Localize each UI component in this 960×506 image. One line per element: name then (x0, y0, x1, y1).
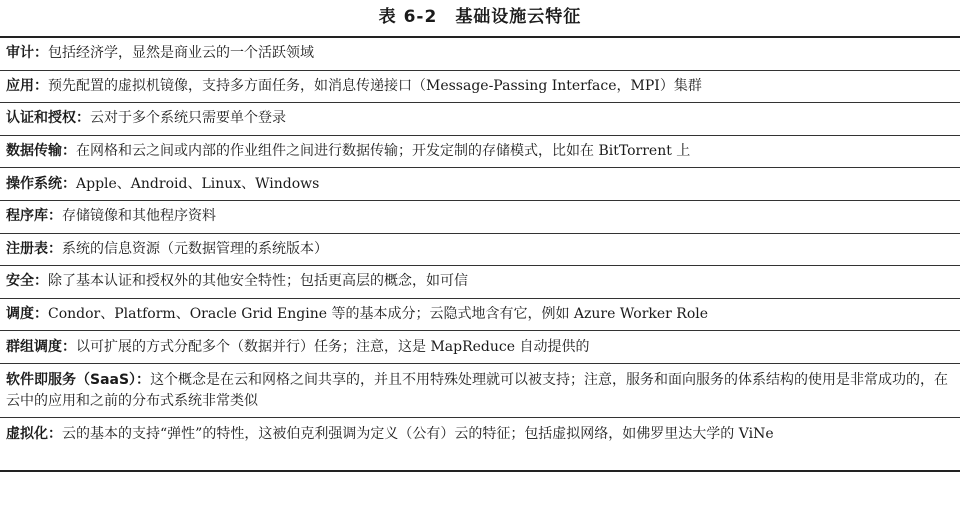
row-term: 虚拟化： (6, 425, 62, 442)
row-description: Apple、Android、Linux、Windows (76, 175, 320, 192)
row-term: 软件即服务（SaaS）： (6, 371, 151, 388)
table-row (0, 266, 960, 299)
table-number: 表 6-2 (378, 7, 438, 27)
row-description: 包括经济学，显然是商业云的一个活跃领域 (48, 45, 314, 62)
row-term: 数据传输： (6, 143, 76, 160)
table-row (0, 418, 960, 472)
table-row (0, 299, 960, 332)
table-title (0, 6, 960, 28)
row-term: 认证和授权： (6, 110, 90, 127)
table-row (0, 201, 960, 234)
table-row (0, 168, 960, 201)
row-description: 这个概念是在云和网格之间共享的，并且不用特殊处理就可以被支持；注意，服务和面向服务的体系结构的使用是非常成功的，在云中的应用和之前的分布式系统非常类似 (6, 371, 949, 409)
row-term: 应用： (6, 77, 48, 94)
row-description: 云对于多个系统只需要单个登录 (90, 110, 286, 127)
row-description: 在网格和云之间或内部的作业组件之间进行数据传输；开发定制的存储模式，比如在 BitTorrent 上 (76, 143, 691, 160)
table-row (0, 103, 960, 136)
table-caption: 基础设施云特征 (455, 7, 582, 27)
row-term: 调度： (6, 306, 48, 323)
row-term: 群组调度： (6, 338, 76, 355)
row-description: 预先配置的虚拟机镜像，支持多方面任务，如消息传递接口（Message-Passing Interface，MPI）集群 (48, 77, 702, 94)
table-row (0, 136, 960, 169)
table-row (0, 71, 960, 104)
row-description: 除了基本认证和授权外的其他安全特性；包括更高层的概念，如可信 (48, 273, 468, 290)
table-row (0, 38, 960, 71)
table-row (0, 364, 960, 418)
row-term: 安全： (6, 273, 48, 290)
row-description: 存储镜像和其他程序资料 (62, 208, 216, 225)
row-term: 操作系统： (6, 175, 76, 192)
table-row (0, 234, 960, 267)
row-term: 程序库： (6, 208, 62, 225)
row-description: 以可扩展的方式分配多个（数据并行）任务；注意，这是 MapReduce 自动提供的 (76, 338, 590, 355)
table-row (0, 331, 960, 364)
row-description: 系统的信息资源（元数据管理的系统版本） (62, 240, 328, 257)
row-description: Condor、Platform、Oracle Grid Engine 等的基本成分；云隐式地含有它，例如 Azure Worker Role (48, 306, 709, 323)
characteristics-table (0, 36, 960, 472)
row-term: 审计： (6, 45, 48, 62)
row-description: 云的基本的支持“弹性”的特性，这被伯克利强调为定义（公有）云的特征；包括虚拟网络，如佛罗里达大学的 ViNe (62, 425, 774, 442)
row-term: 注册表： (6, 240, 62, 257)
